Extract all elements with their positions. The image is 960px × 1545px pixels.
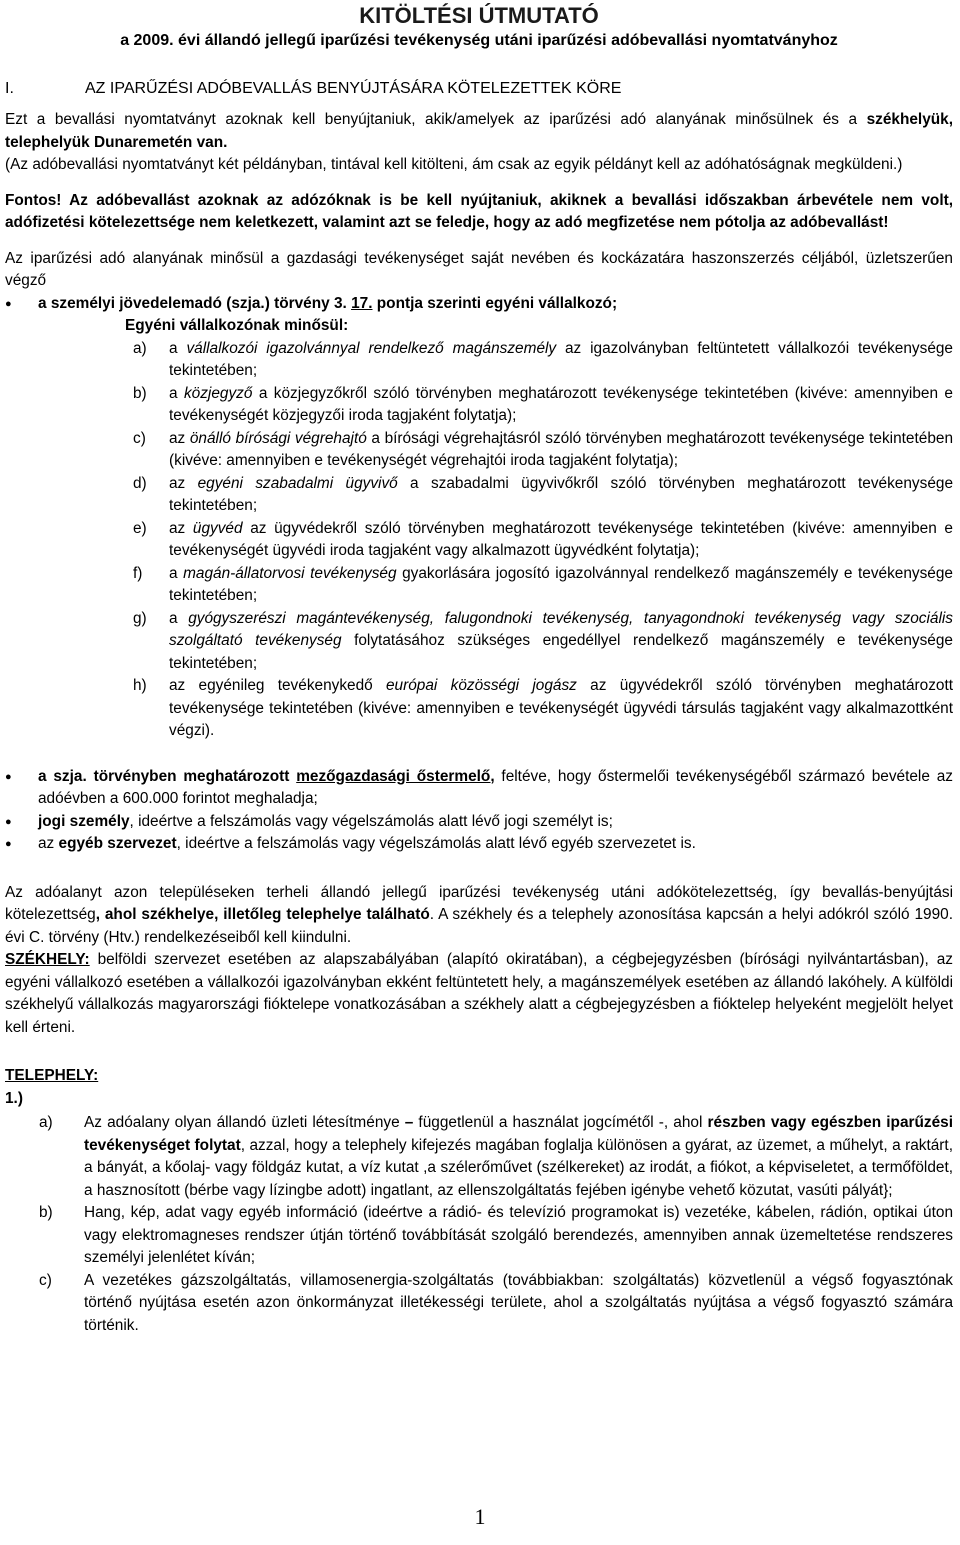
list-text: a közjegyzőkről szóló törvényben meghatározott tevékenysége tekintetében (kivéve: amennyiben e tevékenységét közjegyzői iroda tagjaként folytatja); xyxy=(169,384,953,424)
bullet-text: jogi személy xyxy=(38,812,130,830)
bullet-text: az xyxy=(38,835,59,852)
site-number: 1.) xyxy=(5,1089,23,1107)
site-list xyxy=(5,1112,953,1337)
list-bold: részben vagy egészben iparűzési tevékenységet folytat xyxy=(84,1114,953,1154)
list-text: függetlenül a használat jogcímétől -, ahol xyxy=(413,1114,708,1131)
bullet-icon: ● xyxy=(5,770,12,783)
list-item xyxy=(133,428,953,473)
list-text: az ügyvédekről szóló törvényben meghatározott tevékenysége tekintetében (kivéve: amennyiben e tevékenységét ügyvédi iroda tagjaként vagy alkalmazott ügyvédként folytatja); xyxy=(169,519,953,559)
list-italic: önálló bírósági végrehajtó xyxy=(189,429,367,447)
bullet-text: a szja. xyxy=(38,767,87,785)
copies-note: (Az adóbevallási nyomtatványt két példányban, tintával kell kitölteni, ám csak az egyik példányt kell az adóhatóságnak megküldeni.) xyxy=(5,156,903,173)
section-heading xyxy=(5,78,953,100)
bullet-sole-trader-text-c: pontja szerinti egyéni vállalkozó; xyxy=(372,294,618,312)
intro-bold-location: székhelyük, telephelyük Dunaremetén van. xyxy=(5,111,953,151)
list-text: az xyxy=(169,519,193,537)
bullet-text: törvényben meghatározott xyxy=(86,767,297,785)
important-note: Fontos! Az adóbevallást azoknak az adózóknak is be kell nyújtaniuk, akiknek a bevallási időszakban árbevétele nem volt, adófizetési kötelezettsége nem keletkezett, valamint azt se feledje, hogy az adó megfizetése nem pótolja az adóbevallást! xyxy=(5,191,953,231)
list-item xyxy=(133,473,953,518)
list-text: a xyxy=(169,564,184,582)
list-item xyxy=(133,608,953,676)
section-title: AZ IPARŰZÉSI ADÓBEVALLÁS BENYÚJTÁSÁRA KÖTELEZETTEK KÖRE xyxy=(85,80,622,97)
list-text: az igazolványban feltüntetett vállalkozói tevékenysége tekintetében; xyxy=(169,339,953,379)
list-text: a xyxy=(169,384,184,402)
bullet-sole-trader-text-a: a személyi jövedelemadó (szja.) törvény 3. xyxy=(38,294,352,312)
list-letter: e) xyxy=(133,519,147,537)
bullet-icon: ● xyxy=(5,815,12,828)
intro-paragraph xyxy=(5,109,953,154)
list-item xyxy=(133,563,953,608)
bullet-sole-trader xyxy=(5,293,953,316)
list-text: Az adóalany olyan állandó üzleti létesítménye xyxy=(84,1114,405,1131)
list-letter: c) xyxy=(39,1271,52,1289)
bullet-icon: ● xyxy=(5,297,12,310)
bullet-text: mezőgazdasági őstermelő, xyxy=(296,767,495,785)
bullet-text: , ideértve a felszámolás vagy végelszámolás alatt lévő egyéb szervezetet is. xyxy=(176,835,696,852)
list-text: a xyxy=(169,609,189,627)
bullet-farmer xyxy=(5,766,953,811)
list-letter: a) xyxy=(39,1114,53,1131)
list-italic: magán-állatorvosi tevékenység xyxy=(183,564,397,582)
list-text: Hang, kép, adat vagy egyéb információ (ideértve a rádió- és televízió programokat is) vezetéke, kábelen, rádión, optikai úton vagy elektromagneses rendszer útján történő továbbítását szolgáló berendezés, amennyiben annak üzemeltetése rendszeres személyi jelenlétet kíván; xyxy=(84,1204,953,1266)
list-text: az egyénileg tevékenykedő xyxy=(169,677,386,694)
document-title: KITÖLTÉSI ÚTMUTATÓ xyxy=(359,3,599,28)
list-item xyxy=(5,1112,953,1202)
section-number: I. xyxy=(5,80,14,97)
list-letter: a) xyxy=(133,339,147,357)
intro-text: Ezt a bevallási nyomtatványt azoknak kell benyújtaniuk, akik/amelyek az iparűzési adó alanyának minősülnek és a xyxy=(5,111,867,128)
list-item xyxy=(133,675,953,743)
list-italic: ügyvéd xyxy=(192,519,243,537)
list-dash: – xyxy=(404,1114,414,1131)
list-text: az ügyvédekről szóló törvényben meghatározott tevékenysége tekintetében (kivéve: amennyiben e tevékenységét ügyvédi társulás tagjaként vagy alkalmazottként végzi). xyxy=(169,677,954,739)
list-item xyxy=(133,383,953,428)
list-letter: h) xyxy=(133,677,147,694)
list-text: az xyxy=(169,429,190,447)
list-text: folytatásához szükséges engedéllyel rendelkező magánszemély e tevékenysége tekintetében; xyxy=(169,632,953,672)
list-italic: európai közösségi jogász xyxy=(386,677,577,694)
bullet-other-organization xyxy=(5,833,953,856)
list-text: az xyxy=(169,474,198,492)
bullet-text: feltéve, hogy őstermelői tevékenységéből származó bevétele az adóévben a 600.000 forintot meghaladja; xyxy=(38,767,953,807)
list-text: a szabadalmi ügyvivőkről szóló törvényben meghatározott tevékenysége tekintetében; xyxy=(169,474,953,514)
taxpayer-definition: Az iparűzési adó alanyának minősül a gazdasági tevékenységet saját nevében és kockázatára haszonszerzés céljából, üzletszerűen végző xyxy=(5,249,953,289)
list-letter: b) xyxy=(133,384,147,402)
page-number: 1 xyxy=(474,1504,486,1529)
site-heading: TELEPHELY: xyxy=(5,1067,99,1084)
paragraph-bold: , ahol székhelye, illetőleg telephelye található xyxy=(95,906,430,923)
bullet-icon: ● xyxy=(5,838,12,850)
headquarters-paragraph xyxy=(5,949,953,1039)
paragraph-text: Az adóalanyt azon településeken terheli állandó jellegű iparűzési tevékenység utáni adókötelezettség, így bevallás-benyújtási kötelezettség xyxy=(5,883,953,923)
list-text: A vezetékes gázszolgáltatás, villamosenergia-szolgáltatás (továbbiakban: szolgáltatás) közvetlenül a végső fogyasztónak történő nyújtása esetén azon önkormányzat illetékességi területe, ahol a szolgáltatás nyújtása a végső fogyasztó számára történik. xyxy=(84,1271,953,1334)
list-italic: közjegyző xyxy=(183,384,253,402)
list-letter: d) xyxy=(133,474,147,492)
sole-trader-subheading: Egyéni vállalkozónak minősül: xyxy=(125,317,349,334)
list-text: gyakorlására jogosító igazolvánnyal rendelkező magánszemély e tevékenysége tekintetében; xyxy=(169,564,953,604)
sole-trader-list xyxy=(133,338,953,743)
paragraph-text: . A székhely és a telephely azonosítása kapcsán a helyi adókról szóló 1990. évi C. törvény (Htv.) rendelkezéseiből kell kiindulni. xyxy=(5,906,953,946)
list-text: a bírósági végrehajtásról szóló törvényben meghatározott tevékenysége tekintetében (kivéve: amennyiben e tevékenységét végrehajtói iroda tagjaként folytatja); xyxy=(169,429,953,469)
bullet-sole-trader-text-b: 17. xyxy=(351,294,373,312)
bullet-text: , ideértve a felszámolás vagy végelszámolás alatt lévő jogi személyt is; xyxy=(129,812,613,830)
list-text: a xyxy=(169,339,187,357)
document-header xyxy=(5,0,953,52)
list-letter: c) xyxy=(133,429,146,447)
list-letter: b) xyxy=(39,1204,53,1221)
list-item xyxy=(133,338,953,383)
bullet-text: egyéb szervezet xyxy=(58,835,177,852)
headquarters-text: belföldi szervezet esetében az alapszabályában (alapító okiratában), a cégbejegyzésben (bírósági nyilvántartásban), az egyéni vállalkozó esetében a vállalkozói igazolványban ekként feltüntetett hely, a magánszemélyek esetében az állandó lakóhely. A külföldi székhelyű vállalkozás magyarországi fióktelepe vonatkozásában a székhely alatt a cégbejegyzésben a fióktelep helyeként megjelölt helyet kell érteni. xyxy=(5,951,953,1036)
tax-obligation-paragraph xyxy=(5,882,953,950)
list-italic: gyógyszerészi magántevékenység, falugondnoki tevékenység, tanyagondnoki tevékenység vagy szociális szolgáltató tevékenység xyxy=(169,609,953,649)
list-item xyxy=(5,1270,953,1338)
list-letter: g) xyxy=(133,609,147,627)
list-letter: f) xyxy=(133,564,143,582)
document-subtitle: a 2009. évi állandó jellegű iparűzési tevékenység utáni iparűzési adóbevallási nyomtatványhoz xyxy=(120,32,838,49)
list-item xyxy=(5,1202,953,1270)
bullet-legal-person xyxy=(5,811,953,834)
list-item xyxy=(133,518,953,563)
list-italic: vállalkozói igazolvánnyal rendelkező magánszemély xyxy=(186,339,557,357)
list-italic: egyéni szabadalmi ügyvivő xyxy=(197,474,398,492)
headquarters-label: SZÉKHELY: xyxy=(5,951,90,968)
list-text: , azzal, hogy a telephely kifejezés magában foglalja különösen a gyárat, az üzemet, a műhelyt, a raktárt, a bányát, a kőolaj- vagy földgáz kutat, a víz kutat ,a szélerőművet (szélkereket) az irodát, a fiókot, a képviseletet, a termőföldet, a hasznosított (bérbe vagy lízingbe adott) ingatlant, az ellenszolgáltatás fejében igénybe vehető közutat, vasúti pályát}; xyxy=(84,1136,953,1199)
